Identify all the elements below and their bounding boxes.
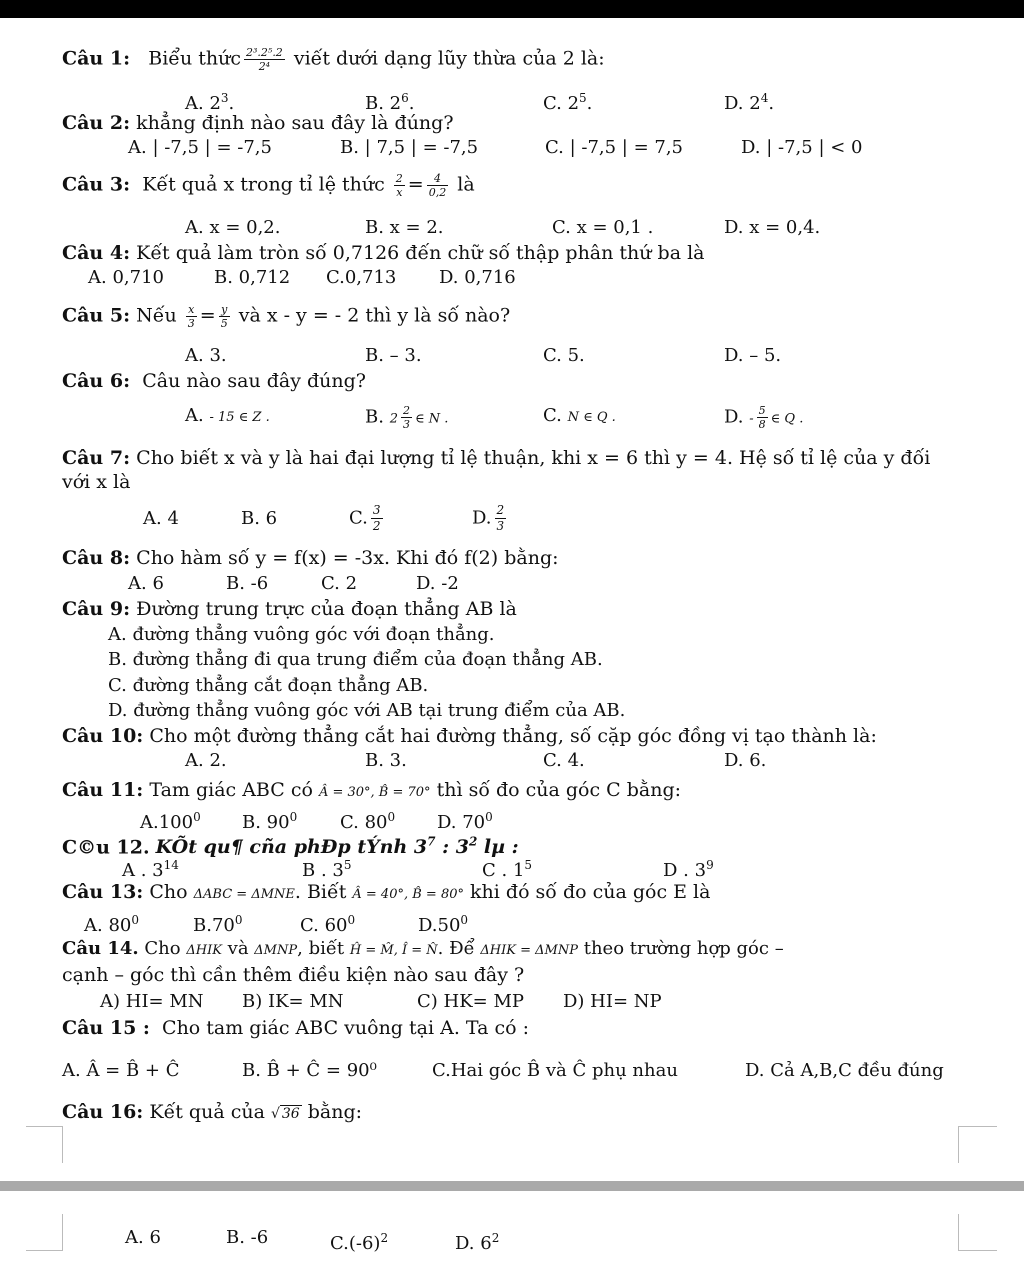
question-text: Cho biết x và y là hai đại lượng tỉ lệ thuận, khi x = 6 thì y = 4. Hệ số tỉ lệ của y đối: [136, 447, 931, 469]
q11-option-b: B. $90^0$: [242, 810, 298, 833]
q3-option-b: B. x = 2.: [365, 217, 444, 238]
q14-option-a: A) HI= MN: [100, 991, 204, 1012]
question-text: Nếu: [136, 304, 177, 327]
question-text: Cho tam giác ABC vuông tại A. Ta có :: [162, 1017, 529, 1039]
fraction: $\frac{y}{5}$: [220, 303, 228, 330]
q12-option-d: D . $3^9$: [663, 858, 714, 881]
page-corner-mark: [958, 1214, 997, 1251]
q5-option-a: A. 3.: [185, 345, 227, 366]
question-15: [62, 1016, 529, 1040]
question-text: Kết quả của: [149, 1101, 265, 1123]
q15-option-c: C.Hai góc B̂ và Ĉ phụ nhau: [432, 1060, 678, 1081]
q4-option-a: A. 0,710: [88, 267, 164, 288]
q14-option-d: D) HI= NP: [563, 991, 662, 1012]
question-text: là: [457, 173, 475, 196]
q8-option-b: B. -6: [226, 573, 269, 594]
question-text: khi đó số đo của góc E là: [470, 881, 711, 903]
question-7-line2: với x là: [62, 471, 131, 493]
q2-option-c: C. | -7,5 | = 7,5: [545, 137, 684, 158]
q5-option-c: C. 5.: [543, 345, 585, 366]
question-text: viết dưới dạng lũy thừa của 2 là:: [293, 47, 605, 70]
q3-option-c: C. x = 0,1 .: [552, 217, 654, 238]
question-text: thì số đo của góc C bằng:: [436, 779, 682, 801]
q6-option-c: C. N ∈ Q .: [543, 405, 616, 426]
question-label: Câu 3:: [62, 173, 131, 196]
question-label: Câu 14.: [62, 938, 139, 959]
q12-option-c: C . $1^5$: [482, 858, 533, 881]
q13-option-d: $D.50^0$: [418, 913, 469, 936]
question-text: khẳng định nào sau đây là đúng?: [136, 112, 454, 134]
q4-option-c: C.0,713: [326, 267, 397, 288]
q16-option-c: $C.(-6)^2$: [330, 1231, 389, 1254]
question-2: [62, 111, 454, 135]
question-text: Câu nào sau đây đúng?: [142, 370, 366, 392]
q16-option-b: B. -6: [226, 1227, 269, 1248]
question-5: Câu 5: Nếu $\frac{x}{3}$ = $\frac{y}{5}$ và x - y = - 2 thì y là số nào?: [62, 303, 511, 330]
q13-option-c: C. $60^0$: [300, 913, 356, 936]
q6-option-d: D. - $\frac{5}{8}$ ∈ Q .: [724, 404, 804, 431]
question-label: Câu 13:: [62, 881, 144, 903]
q1-option-c: C. $2^5$.: [543, 91, 593, 114]
question-label: Câu 7:: [62, 447, 131, 469]
question-text: Đường trung trực của đoạn thẳng AB là: [136, 598, 517, 620]
fraction: $\frac{2}{3}$: [402, 404, 410, 431]
q13-option-a: A. $80^0$: [84, 913, 139, 936]
q7-option-d: D. $\frac{2}{3}$: [472, 503, 505, 533]
page-corner-mark: [958, 1126, 997, 1163]
question-14-line2: cạnh – góc thì cần thêm điều kiện nào sau đây ?: [62, 964, 525, 986]
q7-option-b: B. 6: [241, 508, 278, 529]
math-expression: ΔABC = ΔMNE: [193, 887, 295, 902]
q13-option-b: $B.70^0$: [193, 913, 243, 936]
sqrt-expression: √ 36: [270, 1106, 300, 1122]
question-text: Kết quả x trong tỉ lệ thức: [142, 173, 385, 196]
page-corner-mark: [26, 1126, 63, 1163]
question-label: Câu 11:: [62, 779, 144, 801]
q9-option-a: A. đường thẳng vuông góc với đoạn thẳng.: [108, 624, 495, 645]
question-14: Câu 14. Cho ΔHIK và ΔMNP, biết Ĥ = M̂, Î = N̂. Để ΔHIK = ΔMNP theo trường hợp góc –: [62, 938, 784, 959]
q5-option-d: D. – 5.: [724, 345, 782, 366]
q11-option-d: D. $70^0$: [437, 810, 493, 833]
q11-option-c: C. $80^0$: [340, 810, 396, 833]
q11-option-a: A.100$^0$: [140, 810, 201, 833]
q5-option-b: B. – 3.: [365, 345, 422, 366]
q12-option-b: B . $3^5$: [302, 858, 352, 881]
question-label: Câu 15 :: [62, 1017, 150, 1039]
q6-option-a: A. - 15 ∈ Z .: [185, 405, 270, 426]
q4-option-b: B. 0,712: [214, 267, 291, 288]
question-10: [62, 724, 877, 748]
question-11: [62, 778, 681, 805]
q3-option-a: A. x = 0,2.: [185, 217, 281, 238]
question-label: Câu 4:: [62, 242, 131, 264]
q10-option-d: D. 6.: [724, 750, 767, 771]
q16-option-d: D. $6^2$: [455, 1231, 500, 1254]
question-text: KÕt qu¶ cña phÐp tÝnh 3: [155, 836, 428, 859]
q8-option-c: C. 2: [321, 573, 358, 594]
question-label: Câu 1:: [62, 47, 131, 70]
fraction: $\frac{3}{2}$: [372, 503, 381, 533]
q8-option-d: D. -2: [416, 573, 459, 594]
page-corner-mark: [26, 1214, 63, 1251]
question-9: [62, 597, 517, 621]
question-text: và x - y = - 2 thì y là số nào?: [238, 304, 511, 327]
question-label: C©u 12.: [62, 836, 150, 859]
fraction: $\frac{4}{0,2}$: [428, 172, 447, 199]
q7-option-c: C. $\frac{3}{2}$: [349, 503, 381, 533]
q2-option-d: D. | -7,5 | < 0: [741, 137, 863, 158]
q12-option-a: A . $3^{14}$: [122, 858, 179, 881]
q14-option-b: B) IK= MN: [242, 991, 344, 1012]
question-16: [62, 1100, 362, 1126]
q1-option-b: B. $2^6$.: [365, 91, 415, 114]
q1-option-a: A. $2^3$.: [185, 91, 235, 114]
q3-option-d: D. x = 0,4.: [724, 217, 821, 238]
question-8: [62, 546, 559, 570]
q1-option-d: D. $2^4$.: [724, 91, 775, 114]
q9-option-c: C. đường thẳng cắt đoạn thẳng AB.: [108, 675, 429, 696]
fraction: $\frac{2}{3}$: [496, 503, 505, 533]
math-expression: Â = 40°, B̂ = 80°: [352, 887, 464, 902]
question-text: Kết quả làm tròn số 0,7126 đến chữ số thập phân thứ ba là: [136, 242, 705, 264]
question-text: Cho một đường thẳng cắt hai đường thẳng, số cặp góc đồng vị tạo thành là:: [149, 725, 877, 747]
question-text: Biểu thức: [148, 47, 241, 70]
question-text: bằng:: [307, 1101, 363, 1123]
q9-option-b: B. đường thẳng đi qua trung điểm của đoạn thẳng AB.: [108, 649, 603, 670]
question-label: Câu 2:: [62, 112, 131, 134]
question-text: Tam giác ABC có: [149, 779, 313, 801]
fraction-numerator: 2³.2⁵.2: [246, 46, 283, 59]
fraction: [244, 46, 285, 73]
question-label: Câu 5:: [62, 304, 131, 327]
q7-option-a: A. 4: [143, 508, 179, 529]
fraction-denominator: 2⁴: [258, 60, 271, 73]
q10-option-c: C. 4.: [543, 750, 585, 771]
q2-option-b: B. | 7,5 | = -7,5: [340, 137, 479, 158]
fraction: $\frac{x}{3}$: [187, 303, 195, 330]
q15-option-b: B. B̂ + Ĉ = 90⁰: [242, 1060, 377, 1081]
q8-option-a: A. 6: [128, 573, 164, 594]
question-text: Cho hàm số y = f(x) = -3x. Khi đó f(2) bằng:: [136, 547, 559, 569]
question-label: Câu 10:: [62, 725, 144, 747]
question-13: Câu 13: Cho ΔABC = ΔMNE. Biết Â = 40°, B̂ = 80° khi đó số đo của góc E là: [62, 881, 711, 903]
q10-option-a: A. 2.: [185, 750, 227, 771]
q14-option-c: C) HK= MP: [417, 991, 525, 1012]
q16-option-a: A. 6: [125, 1227, 161, 1248]
q2-option-a: A. | -7,5 | = -7,5: [128, 137, 272, 158]
q9-option-d: D. đường thẳng vuông góc với AB tại trung điểm của AB.: [108, 700, 626, 721]
question-label: Câu 9:: [62, 598, 131, 620]
q15-option-a: A. Â = B̂ + Ĉ: [62, 1060, 180, 1081]
question-4: [62, 241, 705, 265]
q15-option-d: D. Cả A,B,C đều đúng: [745, 1060, 944, 1081]
question-1: [62, 46, 605, 73]
math-expression: Â = 30°, B̂ = 70°: [318, 785, 431, 800]
question-label: Câu 16:: [62, 1101, 144, 1123]
q10-option-b: B. 3.: [365, 750, 407, 771]
question-label: Câu 8:: [62, 547, 131, 569]
page-break-separator: [0, 1181, 1024, 1191]
q4-option-d: D. 0,716: [439, 267, 516, 288]
question-12: C©u 12. KÕt qu¶ cña phÐp tÝnh $3^7$ : $3^2$ lµ :: [62, 835, 519, 859]
fraction: $\frac{2}{x}$: [395, 172, 403, 199]
question-7: [62, 446, 930, 470]
q6-option-b: B. 2 $\frac{2}{3}$ ∈ N .: [365, 404, 449, 431]
question-3: Câu 3: Kết quả x trong tỉ lệ thức $\frac{2}{x}$ = $\frac{4}{0,2}$ là: [62, 172, 475, 199]
question-6: [62, 369, 366, 393]
question-label: Câu 6:: [62, 370, 131, 392]
fraction: $\frac{5}{8}$: [758, 404, 766, 431]
